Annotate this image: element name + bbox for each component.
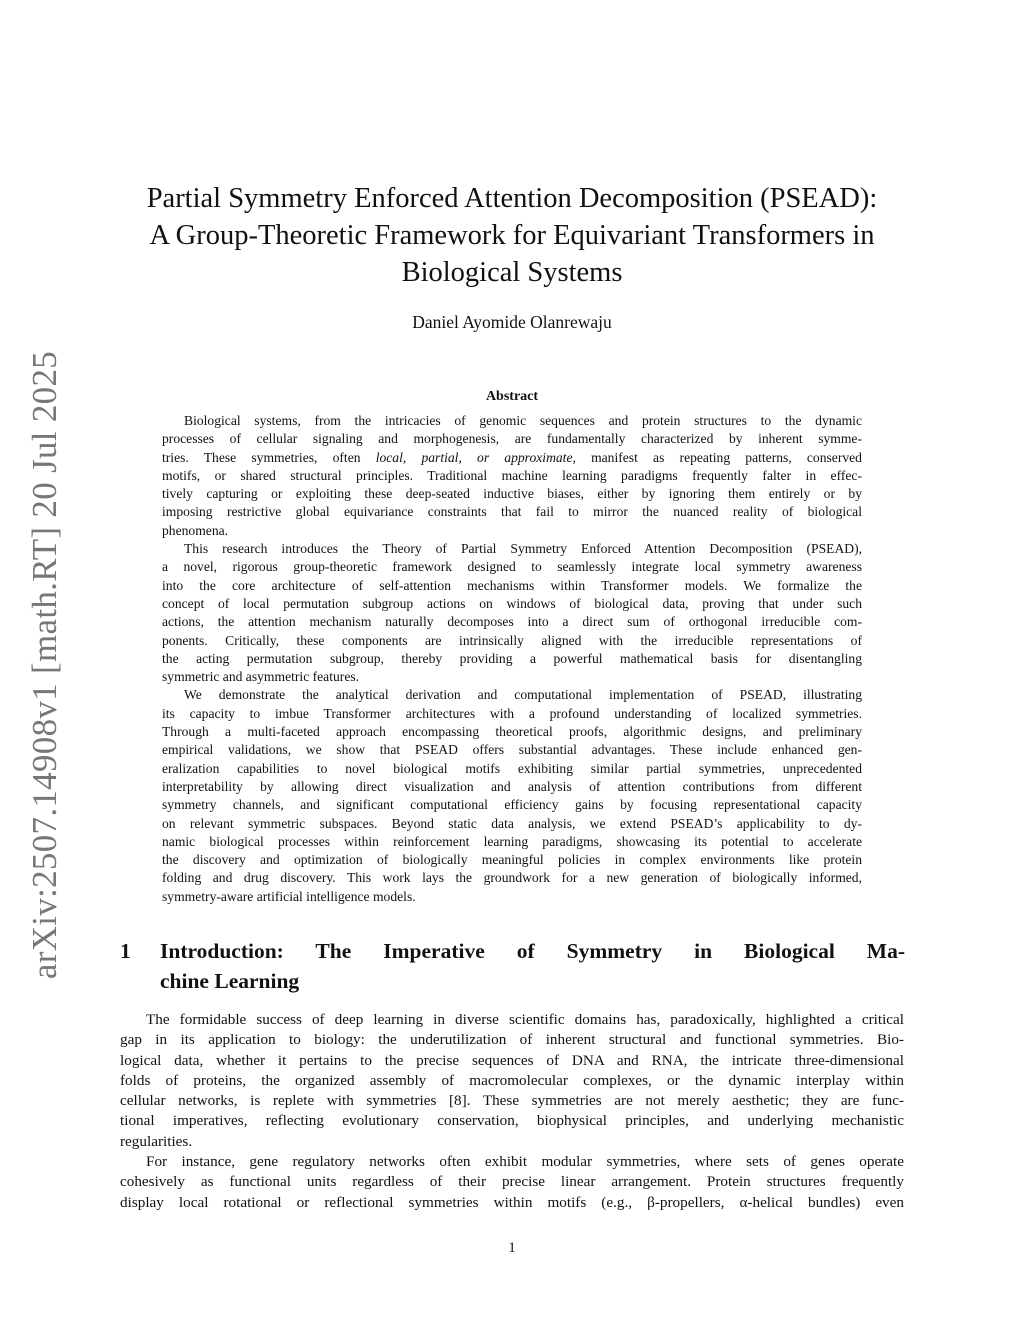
section-number: 1 bbox=[120, 939, 131, 963]
text-line: namic biological processes within reinforcement learning paradigms, showcasing its potential to accelerate bbox=[162, 833, 862, 849]
text-line: concept of local permutation subgroup actions on windows of biological data, proving that under such bbox=[162, 595, 862, 611]
title-line: Partial Symmetry Enforced Attention Decomposition (PSEAD): bbox=[146, 183, 878, 214]
text-line: empirical validations, we show that PSEAD offers substantial advantages. These include enhanced gen- bbox=[162, 742, 862, 758]
text-line: folds of proteins, the organized assembly of macromolecular complexes, or the dynamic interplay within bbox=[120, 1071, 904, 1089]
text-line: a novel, rigorous group-theoretic framework designed to seamlessly integrate local symmetry awareness bbox=[162, 559, 862, 575]
paragraph bbox=[162, 412, 862, 540]
section-title-line: Introduction: The Imperative of Symmetry in Biological Ma- bbox=[160, 939, 905, 963]
text-line: We demonstrate the analytical derivation and computational implementation of PSEAD, illustrating bbox=[184, 687, 862, 703]
text-line: ponents. Critically, these components are intrinsically aligned with the irreducible representations of bbox=[162, 632, 862, 648]
paragraph bbox=[162, 540, 862, 686]
paragraph bbox=[120, 1152, 904, 1213]
text-line: symmetry channels, and significant computational efficiency gains by focusing representational capacity bbox=[162, 797, 862, 813]
text-line: imposing restrictive global equivariance constraints that fail to mirror the nuanced reality of biological bbox=[162, 504, 862, 520]
text-segment: tries. These symmetries, often bbox=[162, 449, 376, 465]
text-line: its capacity to imbue Transformer architectures with a profound understanding of localized symmetries. bbox=[162, 705, 862, 721]
author-name: Daniel Ayomide Olanrewaju bbox=[412, 312, 612, 332]
paragraph bbox=[162, 686, 862, 906]
text-line: actions, the attention mechanism naturally decomposes into a direct sum of orthogonal irreducible com- bbox=[162, 614, 862, 630]
text-line: the discovery and optimization of biologically meaningful policies in complex environments like protein bbox=[162, 852, 862, 868]
text-line: The formidable success of deep learning in diverse scientific domains has, paradoxically, highlighted a critical bbox=[146, 1011, 904, 1028]
text-line: logical data, whether it pertains to the precise sequences of DNA and RNA, the intricate three-dimensional bbox=[120, 1051, 904, 1069]
text-line bbox=[162, 449, 862, 467]
text-line: This research introduces the Theory of Partial Symmetry Enforced Attention Decomposition (PSEAD), bbox=[184, 541, 862, 557]
text-line: regularities. bbox=[120, 1132, 193, 1150]
text-segment: , manifest as repeating patterns, conserved bbox=[572, 449, 862, 465]
text-line: processes of cellular signaling and morphogenesis, are fundamentally characterized by inherent symme- bbox=[162, 431, 862, 447]
paragraph bbox=[120, 1010, 904, 1152]
text-line: tional imperatives, reflecting evolutionary conservation, biophysical principles, and underlying mechanistic bbox=[120, 1112, 904, 1130]
text-line: on relevant symmetric subspaces. Beyond static data analysis, we extend PSEAD’s applicability to dy- bbox=[162, 815, 862, 831]
text-line: interpretability by allowing direct visualization and analysis of attention contributions from different bbox=[162, 778, 862, 794]
text-line: into the core architecture of self-attention mechanisms within Transformer models. We formalize the bbox=[162, 577, 862, 593]
abstract bbox=[162, 412, 862, 906]
arxiv-identifier-sidebar: arXiv:2507.14908v1 [math.RT] 20 Jul 2025 bbox=[25, 350, 64, 980]
abstract-heading: Abstract bbox=[485, 389, 539, 404]
text-line: folding and drug discovery. This work lays the groundwork for a new generation of biologically informed, bbox=[162, 870, 862, 886]
text-line: Biological systems, from the intricacies of genomic sequences and protein structures to the dynamic bbox=[184, 413, 862, 428]
text-line: symmetry-aware artificial intelligence models. bbox=[162, 888, 416, 904]
text-line: tively capturing or exploiting these deep-seated inductive biases, either by ignoring them entirely or by bbox=[162, 486, 862, 502]
text-line: eralization capabilities to novel biological motifs exhibiting similar partial symmetries, unprecedented bbox=[162, 760, 862, 776]
text-line: display local rotational or reflectional symmetries within motifs (e.g., β-propellers, α-helical bundles) even bbox=[120, 1193, 904, 1211]
text-line: Through a multi-faceted approach encompassing theoretical proofs, algorithmic designs, and preliminary bbox=[162, 724, 862, 740]
text-line: symmetric and asymmetric features. bbox=[162, 669, 360, 685]
page-number: 1 bbox=[508, 1240, 516, 1256]
title-line: A Group-Theoretic Framework for Equivariant Transformers in bbox=[149, 220, 875, 251]
body-text bbox=[120, 1010, 904, 1213]
text-line: cellular networks, is replete with symmetries [8]. These symmetries are not merely aesthetic; they are func- bbox=[120, 1092, 904, 1110]
emphasized-text: local, partial, or approximate bbox=[375, 449, 573, 465]
section-title-line: chine Learning bbox=[160, 969, 300, 993]
text-line: the acting permutation subgroup, thereby providing a powerful mathematical basis for disentangling bbox=[162, 650, 862, 666]
text-line: motifs, or shared structural principles. Traditional machine learning paradigms frequently falter in effec- bbox=[162, 467, 862, 483]
title-line: Biological Systems bbox=[401, 257, 623, 288]
text-line: cohesively as functional units regardless of their precise linear arrangement. Protein structures frequently bbox=[120, 1173, 904, 1191]
text-line: For instance, gene regulatory networks often exhibit modular symmetries, where sets of genes operate bbox=[146, 1153, 904, 1171]
text-line: gap in its application to biology: the underutilization of inherent structural and functional symmetries. Bio- bbox=[120, 1031, 904, 1049]
paper-title bbox=[0, 180, 1024, 291]
text-line: phenomena. bbox=[162, 522, 229, 538]
